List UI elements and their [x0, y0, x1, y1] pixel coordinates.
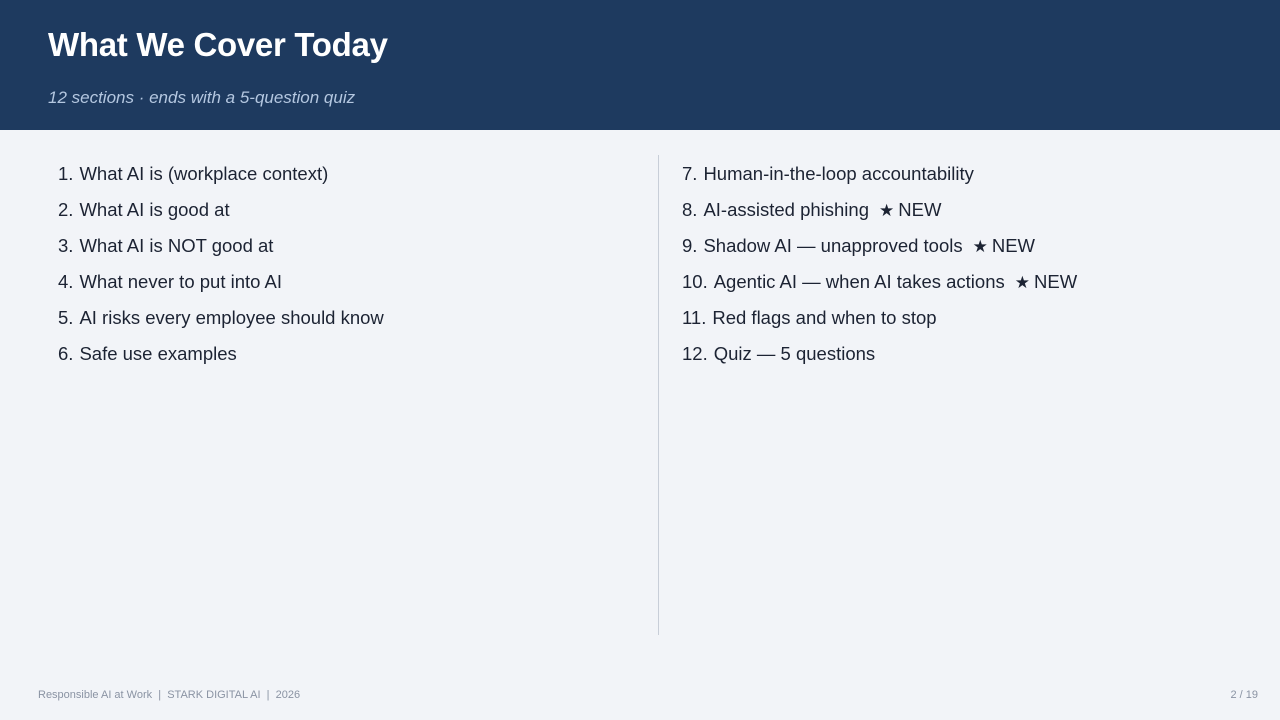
agenda-item — [58, 234, 618, 270]
agenda-item-label: AI-assisted phishing — [703, 199, 869, 220]
agenda-item — [58, 198, 618, 234]
agenda-item-number: 3. — [58, 235, 74, 256]
page-title: What We Cover Today — [48, 26, 388, 63]
agenda-item-label: Red flags and when to stop — [712, 307, 937, 328]
agenda-item-number: 4. — [58, 271, 74, 292]
header-bar — [0, 0, 1280, 130]
agenda-item-number: 11. — [682, 307, 707, 328]
page-number: 2 / 19 — [1230, 689, 1258, 701]
agenda-item-number: 5. — [58, 307, 74, 328]
agenda-item — [682, 162, 1242, 198]
new-badge-label: NEW — [1034, 271, 1078, 292]
new-badge-label: NEW — [991, 235, 1036, 256]
agenda-item-label: Quiz — 5 questions — [713, 343, 876, 364]
agenda-item-number: 10. — [682, 271, 708, 292]
agenda-item-label: What never to put into AI — [79, 271, 283, 292]
page-subtitle: 12 sections · ends with a 5-question quiz — [48, 88, 356, 107]
agenda-item — [682, 306, 1242, 342]
agenda-item-label: Safe use examples — [79, 343, 237, 364]
agenda-item — [682, 270, 1242, 306]
agenda-item-number: 12. — [682, 343, 708, 364]
agenda-item-number: 7. — [682, 163, 698, 184]
agenda-item-label: Agentic AI — when AI takes actions — [713, 271, 1005, 292]
agenda-item-label: Shadow AI — unapproved tools — [703, 235, 963, 256]
agenda-item — [682, 198, 1242, 234]
agenda-list-right — [682, 162, 1242, 378]
agenda-item — [682, 234, 1242, 270]
agenda-item-number: 6. — [58, 343, 74, 364]
star-icon: ★ — [879, 201, 895, 220]
agenda-item-number: 9. — [682, 235, 698, 256]
new-badge-label: NEW — [898, 199, 942, 220]
agenda-list-left — [58, 162, 618, 378]
agenda-item — [58, 270, 618, 306]
agenda-item-label: What AI is good at — [79, 199, 230, 220]
agenda-item — [58, 306, 618, 342]
agenda-item-label: AI risks every employee should know — [79, 307, 384, 328]
agenda-item — [58, 162, 618, 198]
agenda-item — [58, 342, 618, 378]
star-icon: ★ — [972, 237, 988, 256]
agenda-item-label: Human-in-the-loop accountability — [703, 163, 974, 184]
agenda-item — [682, 342, 1242, 378]
agenda-item-number: 1. — [58, 163, 74, 184]
star-icon: ★ — [1014, 273, 1030, 292]
agenda-item-label: What AI is (workplace context) — [79, 163, 329, 184]
column-divider — [658, 155, 659, 635]
agenda-item-label: What AI is NOT good at — [79, 235, 274, 256]
new-badge — [973, 235, 1035, 256]
new-badge — [879, 199, 941, 220]
agenda-item-number: 2. — [58, 199, 74, 220]
agenda-item-number: 8. — [682, 199, 698, 220]
footer-text: Responsible AI at Work | STARK DIGITAL AI | 2026 — [38, 689, 301, 701]
new-badge — [1015, 271, 1077, 292]
